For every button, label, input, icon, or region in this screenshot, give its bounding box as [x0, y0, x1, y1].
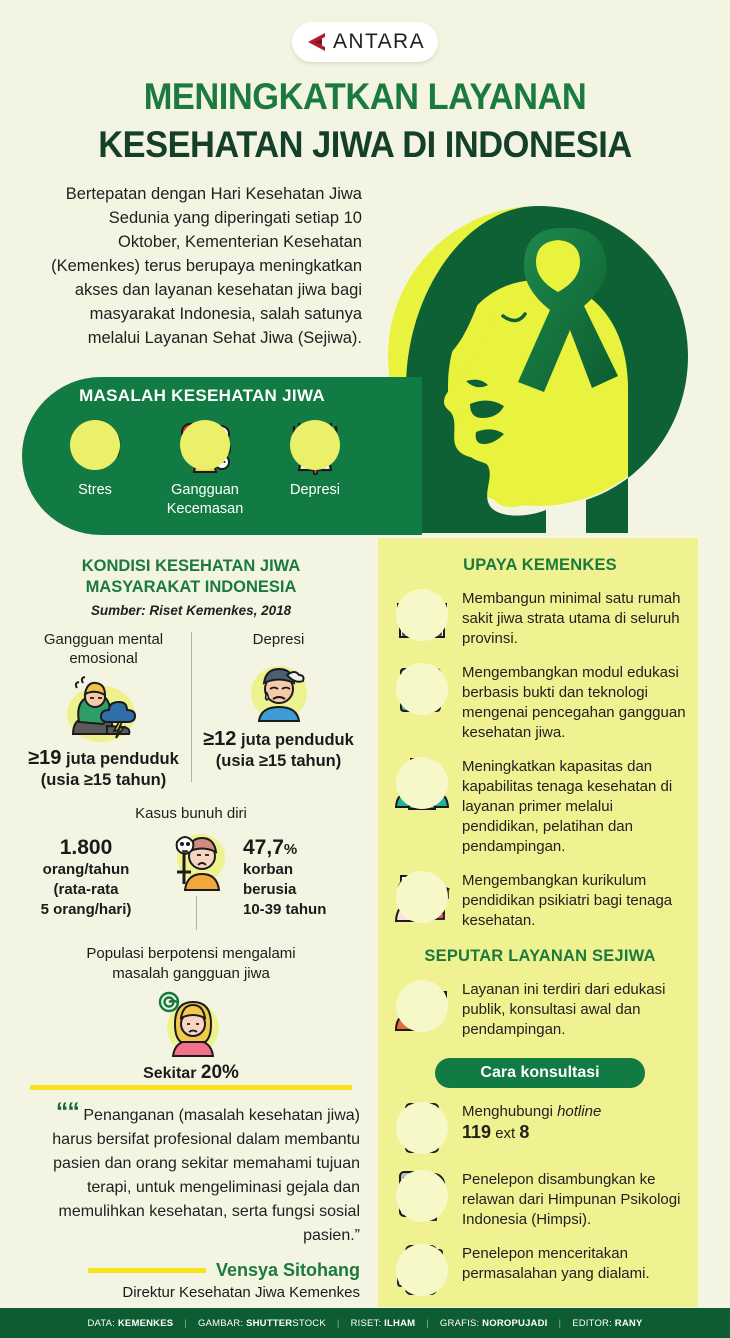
population-value: [16, 1062, 366, 1084]
quote-mark: ““: [55, 1098, 79, 1126]
suicide-stats: [16, 828, 366, 930]
problem-item-gangguan-kecemasan: [153, 418, 257, 519]
hotline-ext-label: ext: [491, 1125, 520, 1142]
hotline-prefix: Menghubungi: [462, 1103, 558, 1120]
credit-separator: |: [426, 1317, 429, 1329]
effort-item-capacity: [394, 755, 686, 857]
stat-unit: juta penduduk: [66, 750, 179, 768]
stat-value: [195, 729, 362, 772]
step-item-story: [394, 1242, 686, 1298]
suicide-pct-sign: %: [283, 841, 298, 858]
conditions-heading-line2: MASYARAKAT INDONESIA: [85, 578, 297, 596]
credit-label: GRAFIS:: [439, 1317, 483, 1329]
hotline-ext-number: 8: [519, 1122, 530, 1142]
credit-value: ILHAM: [384, 1317, 416, 1329]
quote-text-wrap: [30, 1098, 360, 1248]
credit-value: NOROPUJADI: [482, 1317, 548, 1329]
stat-depresi: [191, 630, 366, 791]
efforts-heading: UPAYA KEMENKES: [463, 556, 617, 574]
stat-note: (usia ≥15 tahun): [215, 752, 342, 770]
effort-text: Mengembangkan modul edukasi berbasis bukti dan teknologi mengenai pencegahan gangguan kesehatan jiwa.: [462, 664, 686, 741]
cara-konsultasi-pill[interactable]: Cara konsultasi: [435, 1058, 645, 1088]
conditions-heading: [16, 556, 366, 598]
page-title-line2: KESEHATAN JIWA DI INDONESIA: [98, 124, 632, 165]
quote-attribution: [30, 1260, 360, 1281]
conditions-column: [16, 556, 366, 1084]
efforts-column: [394, 556, 686, 1298]
problem-label: Depresi: [290, 482, 340, 498]
suicide-pct-value: 47,7: [243, 836, 284, 859]
antara-logo: [292, 22, 438, 62]
woman-thinking-icon: [153, 990, 229, 1060]
problem-label: Gangguan Kecemasan: [166, 482, 244, 517]
suicide-victim-line2: berusia: [243, 881, 297, 898]
antara-logo-text: ANTARA: [332, 30, 426, 53]
quote-block: [30, 1085, 360, 1301]
suicide-note-line1: (rata-rata: [53, 881, 119, 898]
effort-text: Membangun minimal satu rumah sakit jiwa strata utama di seluruh provinsi.: [462, 590, 681, 647]
credit-label: EDITOR:: [572, 1317, 615, 1329]
credit-label: GAMBAR:: [198, 1317, 247, 1329]
effort-item-hospital: [394, 587, 686, 649]
medical-book-icon: [394, 661, 450, 717]
brain-lightning-icon: [66, 418, 124, 476]
population-label: Sekitar: [143, 1065, 197, 1082]
effort-item-module: [394, 661, 686, 743]
credit-value: KEMENKES: [117, 1317, 174, 1329]
credit-separator: |: [336, 1317, 340, 1329]
quote-author: Vensya Sitohang: [215, 1260, 360, 1280]
depressed-face-icon: [237, 655, 321, 725]
stat-number: ≥12: [203, 728, 237, 750]
step-item-volunteer: [394, 1168, 686, 1230]
phone-volunteer-icon: [394, 1168, 450, 1224]
credit-value: RANY: [614, 1317, 643, 1329]
credit-riset: [340, 1318, 427, 1329]
sejiwa-heading: SEPUTAR LAYANAN SEJIWA: [424, 947, 656, 965]
suicide-victim-line3: 10-39 tahun: [243, 901, 327, 918]
stat-caption: Depresi: [252, 631, 305, 648]
population-heading: [16, 944, 366, 984]
nurse-graduation-icon: [394, 869, 450, 925]
sad-person-cloud-icon: [57, 674, 151, 744]
antara-triangle-logo-icon: [305, 32, 327, 52]
problem-item-depresi: [263, 418, 367, 500]
stat-divider: [191, 632, 192, 782]
credit-grafis: [429, 1318, 559, 1329]
phone-chat-icon: [394, 1242, 450, 1298]
page-title-line1: MENINGKATKAN LAYANAN: [143, 76, 587, 117]
credit-label: RISET:: [350, 1317, 385, 1329]
problems-list: [40, 418, 370, 519]
suicide-per-year-value: 1.800: [59, 836, 113, 859]
suicide-right-stat: [243, 838, 359, 920]
depressed-man-icon: [286, 418, 344, 476]
suicide-left-stat: [23, 838, 149, 920]
effort-text: Meningkatkan kapasitas dan kapabilitas tenaga kesehatan di layanan primer melalui pendidikan, pelatihan dan pendampingan.: [462, 758, 673, 855]
conditions-heading-line1: KONDISI KESEHATAN JIWA: [81, 557, 301, 575]
step-item-hotline: [394, 1100, 686, 1156]
anxiety-person-icon: [176, 418, 234, 476]
credit-editor: [558, 1317, 653, 1329]
problem-label: Stres: [78, 482, 112, 498]
problems-heading: MASALAH KESEHATAN JIWA: [79, 386, 325, 405]
quote-rule-top: [30, 1085, 352, 1090]
hotline-italic: hotline: [557, 1103, 602, 1120]
problem-item-stres: [43, 418, 147, 500]
quote-role: Direktur Kesehatan Jiwa Kemenkes: [122, 1284, 360, 1301]
sejiwa-item-telemedicine: [394, 978, 686, 1040]
intro-paragraph: Bertepatan dengan Hari Kesehatan Jiwa Sedunia yang diperingati setiap 10 Oktober, Kementerian Kesehatan (Kemenkes) terus berupaya meningkatkan akses dan layanan kesehatan jiwa bagi masyarakat Indonesia, salah satunya melalui Layanan Sehat Jiwa (Sejiwa).: [51, 185, 362, 347]
suicide-heading: Kasus bunuh diri: [135, 805, 247, 822]
step-text: Penelepon menceritakan permasalahan yang dialami.: [462, 1245, 650, 1282]
stat-unit: juta penduduk: [241, 731, 354, 749]
population-percent: 20%: [200, 1062, 239, 1083]
credit-label: DATA:: [87, 1317, 118, 1329]
quote-rule-bottom: [88, 1268, 206, 1273]
hospital-icon: [394, 587, 450, 643]
stat-number: ≥19: [28, 747, 62, 769]
credit-separator: |: [558, 1317, 562, 1329]
quote-text: Penanganan (masalah kesehatan jiwa) harus bersifat profesional dalam membantu pasien dan orang sekitar memahami tujuan terapi, untuk mengeliminasi gejala dan memulihkan kesehatan, serta fungsi sosial pasien.”: [52, 1107, 360, 1244]
effort-text: Mengembangkan kurikulum pendidikan psikiatri bagi tenaga kesehatan.: [462, 872, 673, 929]
phone-clock-icon: [394, 1100, 450, 1156]
stat-note: (usia ≥15 tahun): [40, 771, 167, 789]
population-heading-line2: masalah gangguan jiwa: [112, 965, 270, 982]
population-heading-line1: Populasi berpotensi mengalami: [86, 945, 296, 962]
hotline-number: 119: [462, 1122, 492, 1142]
effort-item-curriculum: [394, 869, 686, 931]
step-text: Penelepon disambungkan ke relawan dari Himpunan Psikologi Indonesia (Himpsi).: [462, 1171, 681, 1228]
footer-credits: [0, 1308, 730, 1338]
suicide-per-year-unit: orang/tahun: [42, 861, 130, 878]
telemedicine-icon: [394, 978, 450, 1034]
person-skull-icon: [155, 828, 237, 930]
credit-value-tail: STOCK: [292, 1317, 326, 1329]
suicide-note-line2: 5 orang/hari): [40, 901, 132, 918]
credit-data: [76, 1318, 184, 1329]
conditions-stats: [16, 630, 366, 791]
conditions-source: Sumber: Riset Kemenkes, 2018: [90, 603, 292, 618]
step-text-hotline: [462, 1100, 601, 1144]
suicide-victim-line1: korban: [243, 861, 294, 878]
credit-gambar: [187, 1318, 337, 1329]
stat-gangguan-mental-emosional: [16, 630, 191, 791]
credit-separator: |: [184, 1317, 187, 1329]
credit-value: SHUTTER: [246, 1317, 293, 1329]
stat-caption: Gangguan mental emosional: [43, 631, 164, 667]
sejiwa-text: Layanan ini terdiri dari edukasi publik, konsultasi awal dan pendampingan.: [462, 981, 666, 1038]
stat-value: [20, 748, 187, 791]
medical-team-icon: [394, 755, 450, 811]
